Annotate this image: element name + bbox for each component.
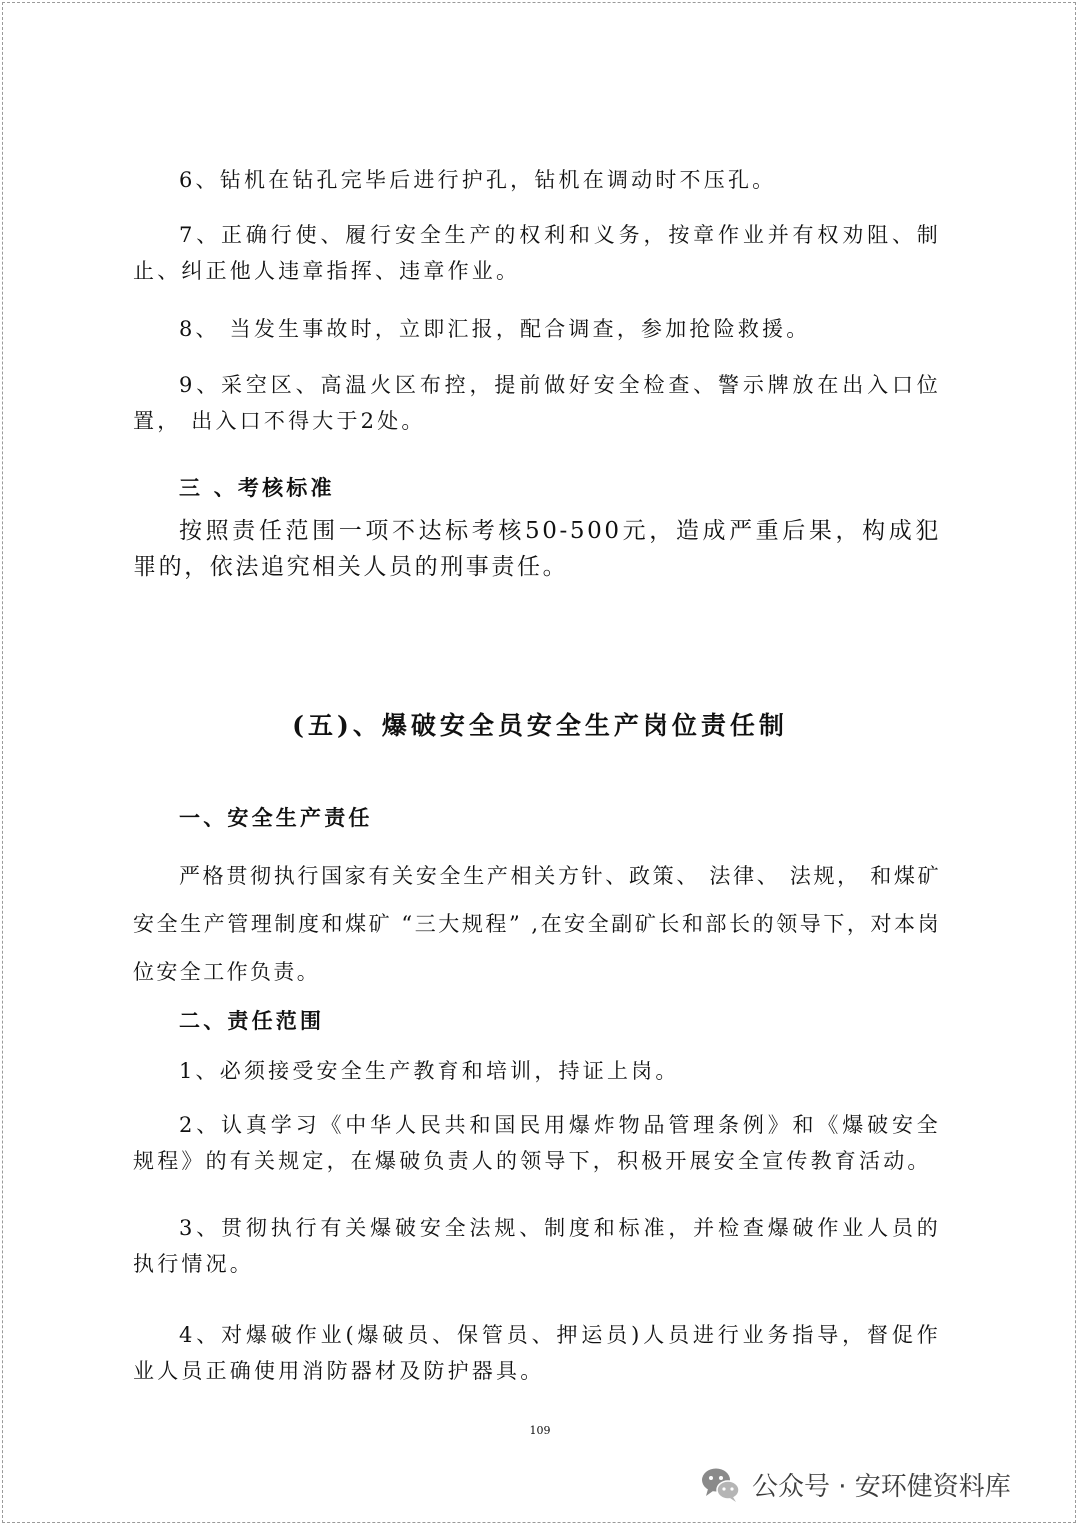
assessment-paragraph: 按照责任范围一项不达标考核50-500元，造成严重后果，构成犯罪的，依法追究相关人员的刑事责任。 bbox=[133, 518, 941, 580]
wechat-icon bbox=[700, 1463, 742, 1505]
list-item: 8、 当发生事故时，立即汇报，配合调查，参加抢险救援。 bbox=[179, 317, 811, 341]
list-item: 2、认真学习《中华人民共和国民用爆炸物品管理条例》和《爆破安全规程》的有关规定，在爆破负责人的领导下，积极开展安全宣传教育活动。 bbox=[133, 1113, 941, 1173]
list-item: 9、采空区、高温火区布控，提前做好安全检查、警示牌放在出入口位置， 出入口不得大于2处。 bbox=[133, 373, 941, 433]
section-title: (五)、爆破安全员安全生产岗位责任制 bbox=[292, 711, 788, 740]
page-number: 109 bbox=[529, 1424, 551, 1437]
list-item: 7、正确行使、履行安全生产的权利和义务，按章作业并有权劝阻、制止、纠正他人违章指挥、违章作业。 bbox=[133, 223, 941, 283]
watermark-text: 公众号 · 安环健资料库 bbox=[752, 1471, 1011, 1502]
list-item: 6、钻机在钻孔完毕后进行护孔，钻机在调动时不压孔。 bbox=[179, 168, 777, 192]
section-heading-responsibility: 一、安全生产责任 bbox=[179, 805, 373, 830]
section-heading-assessment: 三 、考核标准 bbox=[179, 475, 335, 500]
section-heading-scope: 二、责任范围 bbox=[179, 1008, 325, 1033]
list-item: 3、贯彻执行有关爆破安全法规、制度和标准，并检查爆破作业人员的执行情况。 bbox=[133, 1216, 941, 1276]
list-item: 1、必须接受安全生产教育和培训，持证上岗。 bbox=[179, 1059, 680, 1083]
responsibility-paragraph: 严格贯彻执行国家有关安全生产相关方针、政策、 法律、 法规， 和煤矿安全生产管理制度和煤矿 “三大规程” ,在安全副矿长和部长的领导下，对本岗位安全工作负责。 bbox=[133, 864, 941, 984]
watermark bbox=[700, 1458, 1011, 1510]
list-item: 4、对爆破作业(爆破员、保管员、押运员)人员进行业务指导，督促作业人员正确使用消防器材及防护器具。 bbox=[133, 1323, 941, 1383]
